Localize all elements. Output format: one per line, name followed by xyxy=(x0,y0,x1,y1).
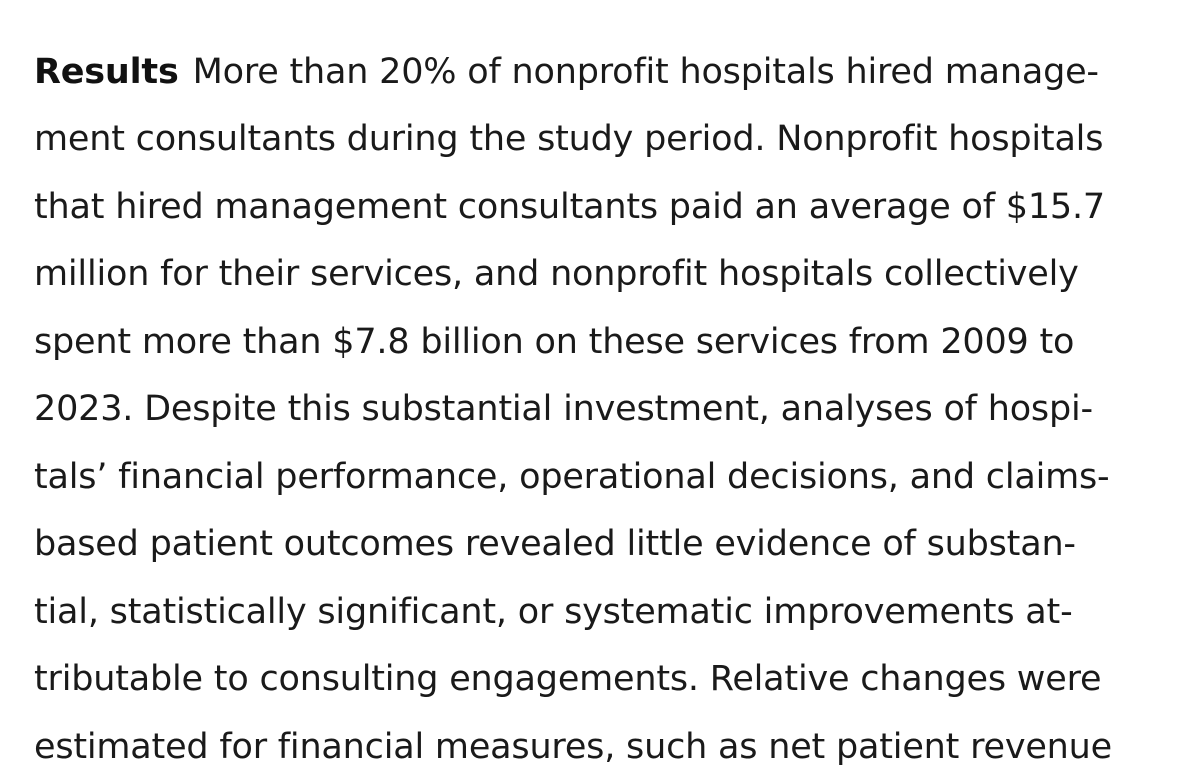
text-line-9: tial, statistically significant, or systematic improvements at- xyxy=(34,592,1073,632)
section-label: Results xyxy=(34,52,179,92)
text-line-4: million for their services, and nonprofit hospitals collectively xyxy=(34,254,1079,294)
text-line-3: that hired management consultants paid an average of $15.7 xyxy=(34,187,1105,227)
text-line-7: tals’ financial performance, operational decisions, and claims- xyxy=(34,457,1110,497)
text-line-2: ment consultants during the study period. Nonprofit hospitals xyxy=(34,119,1104,159)
text-line-5: spent more than $7.8 billion on these services from 2009 to xyxy=(34,322,1075,362)
text-line-1 xyxy=(34,50,1099,94)
line-text: More than 20% of nonprofit hospitals hired manage- xyxy=(192,52,1099,92)
text-line-11: estimated for financial measures, such as net patient revenue xyxy=(34,727,1112,767)
text-line-6: 2023. Despite this substantial investment, analyses of hospi- xyxy=(34,389,1093,429)
text-line-10: tributable to consulting engagements. Relative changes were xyxy=(34,659,1102,699)
text-line-8: based patient outcomes revealed little evidence of substan- xyxy=(34,524,1076,564)
